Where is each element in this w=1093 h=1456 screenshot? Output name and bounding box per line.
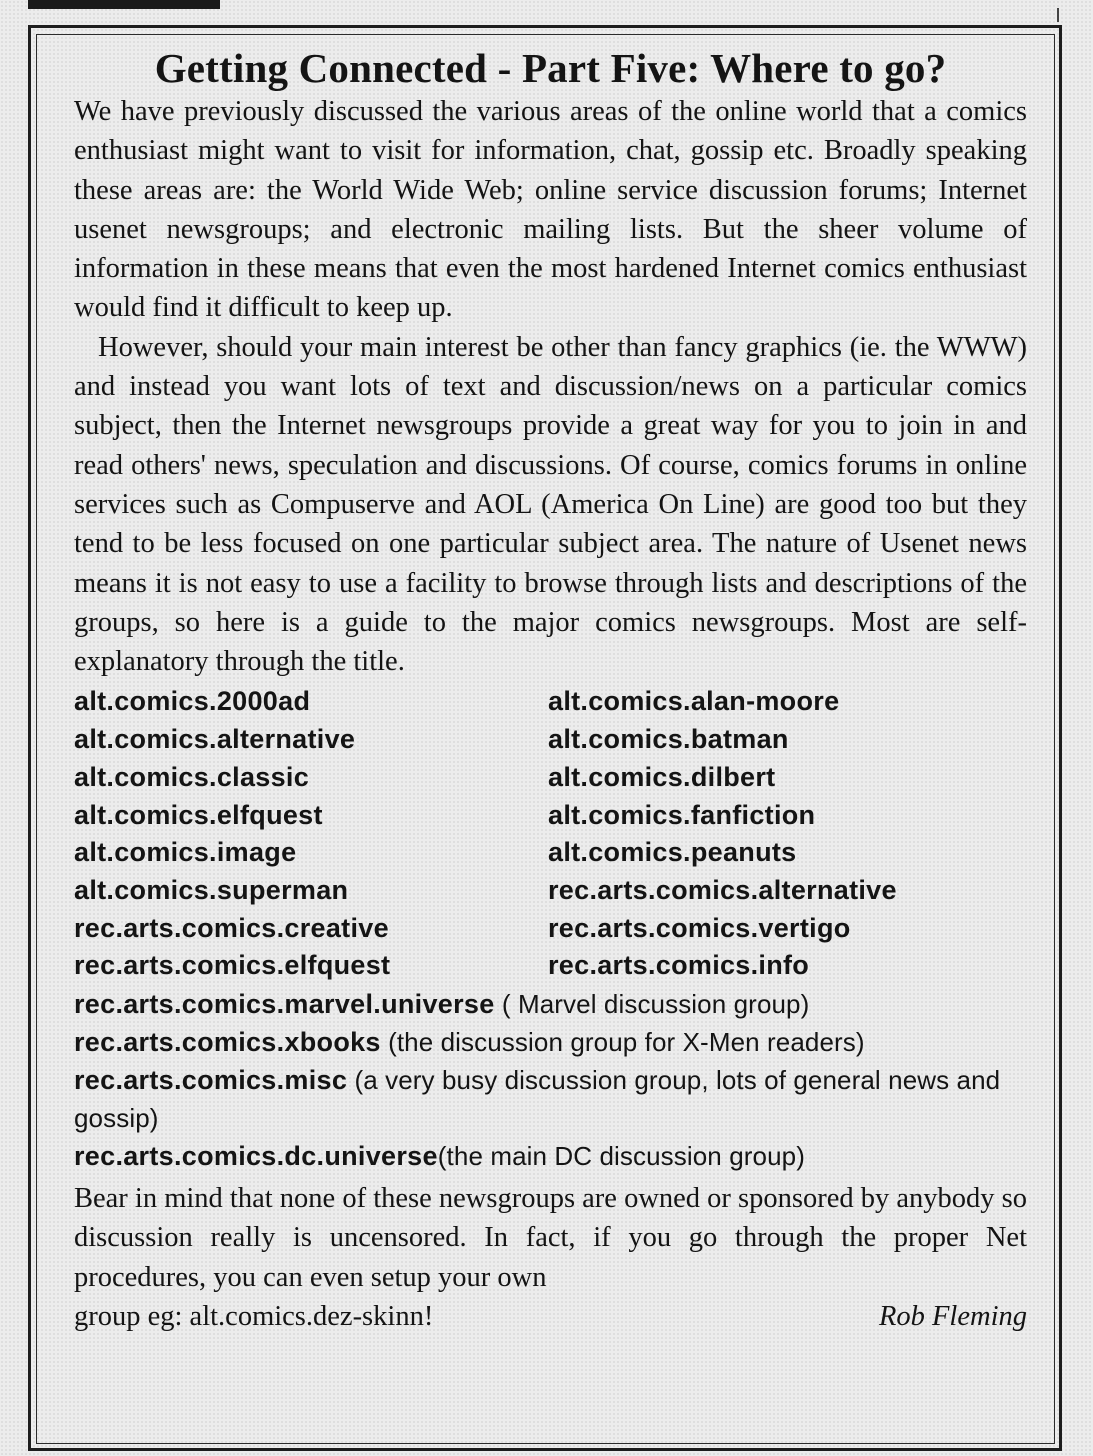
newsgroup-name: rec.arts.comics.elfquest bbox=[74, 950, 391, 981]
article-title: Getting Connected - Part Five: Where to go? bbox=[154, 45, 947, 91]
newsgroup-name: alt.comics.fanfiction bbox=[548, 799, 816, 830]
author-name: Rob Fleming bbox=[878, 1300, 1027, 1332]
newsgroup-description: (the main DC discussion group) bbox=[437, 1141, 805, 1172]
newsgroup-name: rec.arts.comics.info bbox=[548, 950, 810, 981]
closing-last-line: group eg: alt.comics.dez-skinn! bbox=[74, 1300, 434, 1332]
newsgroup-description: ( Marvel discussion group) bbox=[494, 989, 810, 1020]
newsgroup-name: rec.arts.comics.misc bbox=[74, 1065, 348, 1096]
described-newsgroup bbox=[74, 985, 1027, 1023]
top-rule-bar bbox=[28, 0, 220, 9]
described-newsgroup bbox=[74, 1061, 1027, 1137]
newsgroup-name: alt.comics.2000ad bbox=[74, 686, 311, 717]
newsgroup-list bbox=[74, 683, 1027, 985]
described-newsgroup-list bbox=[74, 985, 1027, 1175]
newsgroup-name: alt.comics.classic bbox=[74, 761, 310, 792]
newsgroup-description: (a very busy discussion group, lots of general news and gossip) bbox=[74, 1065, 1001, 1134]
described-newsgroup bbox=[74, 1023, 1027, 1061]
signature-line bbox=[74, 1297, 1027, 1336]
newsgroup-name: alt.comics.peanuts bbox=[548, 837, 797, 868]
newsgroup-name: alt.comics.batman bbox=[548, 724, 789, 755]
newsgroup-name: alt.comics.superman bbox=[74, 874, 349, 905]
newsgroup-name: rec.arts.comics.xbooks bbox=[74, 1027, 381, 1058]
article-content bbox=[74, 44, 1027, 1336]
newsgroup-name: alt.comics.image bbox=[74, 837, 297, 868]
newsgroups-paragraph: However, should your main interest be other than fancy graphics (ie. the WWW) and instead you want lots of text and discussion/news on a particular comics subject, then the Internet newsgroups provide a great way for you to join in and read others' news, speculation and discussions. Of course, comics forums in online services such as Compuserve and AOL (America On Line) are good too but they tend to be less focused on one particular subject area. The nature of Usenet news means it is not easy to use a facility to browse through lists and descriptions of the groups, so here is a guide to the major comics newsgroups. Most are self-explanatory through the title. bbox=[74, 331, 1027, 678]
newsgroup-name: rec.arts.comics.marvel.universe bbox=[74, 989, 495, 1020]
newsgroup-name: alt.comics.elfquest bbox=[74, 799, 323, 830]
intro-paragraph: We have previously discussed the various areas of the online world that a comics enthusiast might want to visit for information, chat, gossip etc. Broadly speaking these areas are: the World Wide Web; online service discussion forums; Internet usenet newsgroups; and electronic mailing lists. But the sheer volume of information in these means that even the most hardened Internet comics enthusiast would find it difficult to keep up. bbox=[74, 96, 1027, 324]
newsgroup-name: rec.arts.comics.alternative bbox=[548, 874, 897, 905]
newsgroup-name: alt.comics.alan-moore bbox=[548, 686, 840, 717]
described-newsgroup bbox=[74, 1137, 1027, 1175]
newsgroup-name: rec.arts.comics.dc.universe bbox=[74, 1141, 438, 1172]
closing-paragraph: Bear in mind that none of these newsgroups are owned or sponsored by anybody so discussion really is uncensored. In fact, if you go through the proper Net procedures, you can even setup your own bbox=[74, 1183, 1027, 1293]
edge-tick-mark bbox=[1057, 8, 1059, 22]
newsgroup-name: alt.comics.alternative bbox=[74, 724, 356, 755]
newsgroup-name: rec.arts.comics.vertigo bbox=[548, 912, 851, 943]
newsgroup-name: alt.comics.dilbert bbox=[548, 761, 776, 792]
newsgroup-name: rec.arts.comics.creative bbox=[74, 912, 389, 943]
newsgroup-description: (the discussion group for X-Men readers) bbox=[380, 1027, 865, 1058]
